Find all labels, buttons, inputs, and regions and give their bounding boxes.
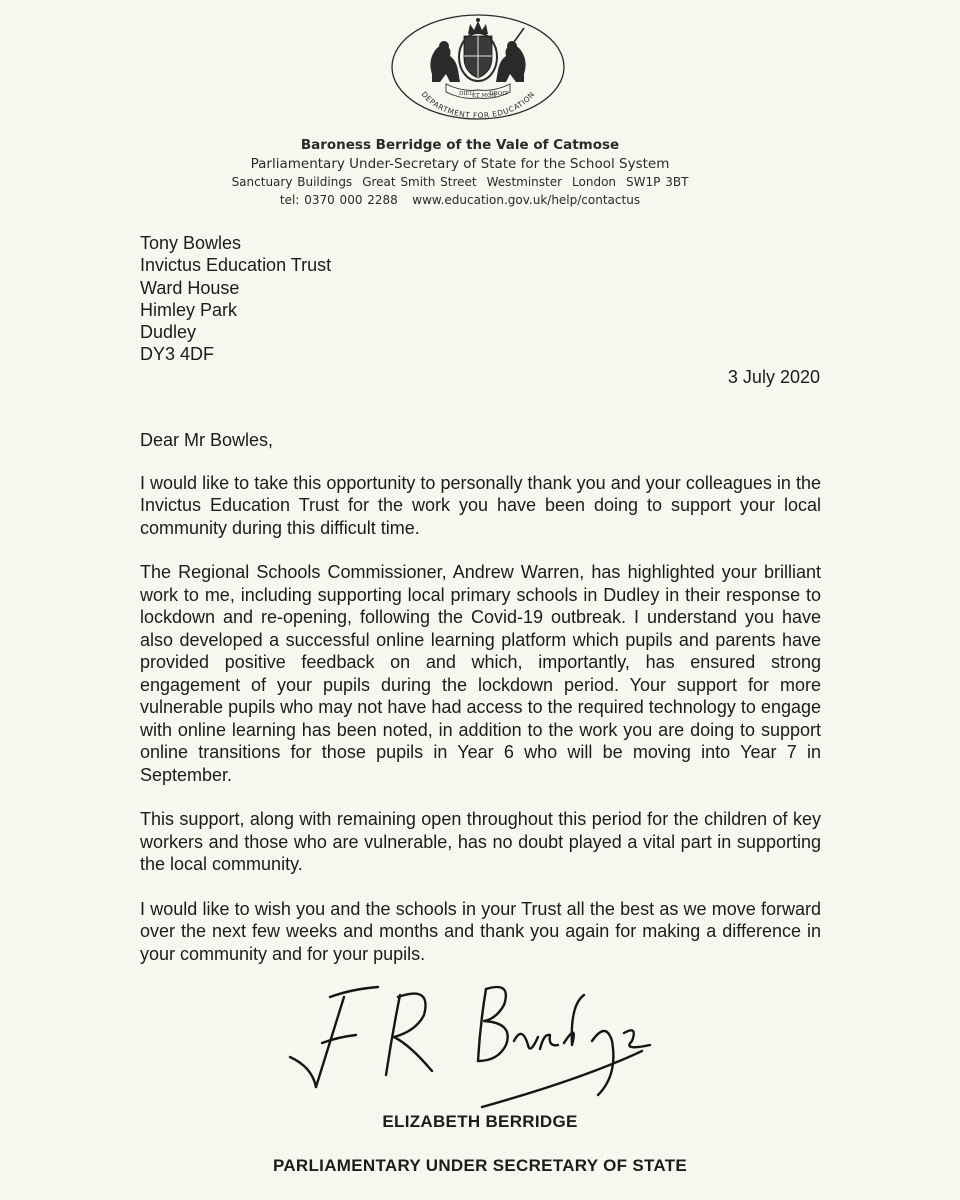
- recipient-line: Ward House: [140, 277, 240, 298]
- recipient-line: Invictus Education Trust: [140, 255, 332, 276]
- motto-text-3: DROIT: [489, 91, 508, 97]
- sender-contact: [0, 191, 920, 209]
- salutation: Dear Mr Bowles,: [140, 430, 274, 450]
- letterhead: [0, 136, 920, 209]
- address-part: Sanctuary Buildings: [231, 175, 353, 189]
- recipient-line: Himley Park: [140, 299, 238, 320]
- website-link[interactable]: www.education.gov.uk/help/contactus: [412, 193, 641, 207]
- telephone: tel: 0370 000 2288: [279, 193, 398, 207]
- handwritten-signature: [282, 975, 682, 1115]
- address-part: London: [572, 175, 617, 189]
- recipient-line: Dudley: [140, 322, 197, 343]
- letter-body: [140, 429, 821, 987]
- department-name-arc: DEPARTMENT FOR EDUCATION: [419, 89, 537, 121]
- body-paragraph: I would like to take this opportunity to personally thank you and your colleagues in the Invictus Education Trust for the work you have been doing to support your local community during this difficult time.: [140, 472, 821, 538]
- signer-name: ELIZABETH BERRIDGE: [382, 1112, 578, 1131]
- body-paragraph: This support, along with remaining open throughout this period for the children of key workers and those who are vulnerable, has no doubt played a vital part in supporting the local community.: [140, 809, 821, 874]
- address-part: Westminster: [486, 175, 563, 189]
- signer-title: PARLIAMENTARY UNDER SECRETARY OF STATE: [272, 1156, 688, 1175]
- royal-coat-of-arms-logo: [388, 12, 568, 122]
- body-paragraph: The Regional Schools Commissioner, Andrew Warren, has highlighted your brilliant work to me, including supporting local primary schools in Dudley in their response to lockdown and re-opening, following the Covid-19 outbreak. I understand you have also developed a successful online learning platform which pupils and parents have provided positive feedback on and which, importantly, has ensured strong engagement of your pupils during the lockdown period. Your support for more vulnerable pupils who may not have had access to the required technology to engage with online learning has been noted, in addition to the work you are doing to support online transitions for those pupils in Year 6 who will be moving into Year 7 in September.: [140, 562, 821, 785]
- sender-role: Parliamentary Under-Secretary of State for the School System: [250, 156, 670, 172]
- recipient-line: DY3 4DF: [140, 344, 215, 365]
- recipient-address: [140, 232, 331, 366]
- motto-text-1: DIEU: [459, 91, 475, 97]
- address-part: Great Smith Street: [362, 175, 477, 189]
- body-paragraph: I would like to wish you and the schools in your Trust all the best as we move forward over the next few weeks and months and thank you again for making a difference in your community and for your pupils.: [140, 898, 821, 964]
- letter-date: 3 July 2020: [727, 367, 820, 387]
- sender-address: [0, 173, 920, 191]
- motto-text-2: ET MON: [472, 93, 497, 99]
- recipient-line: Tony Bowles: [140, 233, 242, 253]
- sender-name: Baroness Berridge of the Vale of Catmose: [300, 137, 620, 153]
- address-part: SW1P 3BT: [626, 175, 689, 189]
